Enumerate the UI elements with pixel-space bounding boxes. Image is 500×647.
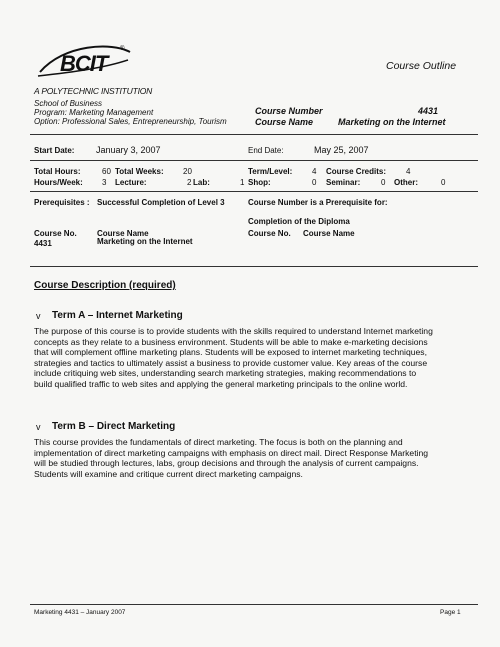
prerequisites-label: Prerequisites : <box>34 198 90 207</box>
left-course-name: Marketing on the Internet <box>97 237 193 246</box>
term-a-line: concepts as they relate to a business environment. Students will be able to make e-marketing decisions <box>34 336 428 347</box>
course-number-value: 4431 <box>418 106 439 116</box>
lab-value: 1 <box>240 178 245 187</box>
course-credits-value: 4 <box>406 167 411 176</box>
course-name-value: Marketing on the Internet <box>338 117 446 127</box>
lecture-label: Lecture: <box>115 178 147 187</box>
lab-label: Lab: <box>193 178 210 187</box>
left-course-name-label: Course Name <box>97 229 149 238</box>
left-course-no: 4431 <box>34 239 52 248</box>
divider <box>30 191 478 192</box>
program-line: Program: Marketing Management <box>34 108 154 117</box>
end-date-label: End Date: <box>248 146 284 155</box>
course-credits-label: Course Credits: <box>326 167 387 176</box>
registered-mark: ® <box>120 46 125 52</box>
term-a-line: The purpose of this course is to provide students with the skills required to understand Internet marketing <box>34 326 433 336</box>
other-label: Other: <box>394 178 418 187</box>
document-title: Course Outline <box>386 60 457 72</box>
term-b-line: Students will examine and critique current direct marketing campaigns. <box>34 468 303 479</box>
footer-page-number: Page 1 <box>440 609 461 616</box>
hours-week-label: Hours/Week: <box>34 178 83 187</box>
course-name-label: Course Name <box>255 117 314 127</box>
end-date-value: May 25, 2007 <box>314 145 369 155</box>
term-a-line: strategies and tactics to ultimately assist a business to provide customer value. Key areas of the course <box>34 357 428 368</box>
term-b-title: Term B – Direct Marketing <box>52 421 176 432</box>
term-a-bullet: v <box>36 311 41 321</box>
completion-note: Completion of the Diploma <box>248 217 350 226</box>
shop-label: Shop: <box>248 178 271 187</box>
divider <box>30 160 478 161</box>
term-b-paragraph <box>34 437 480 479</box>
hours-week-value: 3 <box>102 178 107 187</box>
institution-tagline: A POLYTECHNIC INSTITUTION <box>34 86 153 96</box>
footer-divider <box>30 604 478 605</box>
total-weeks-value: 20 <box>183 167 192 176</box>
term-level-value: 4 <box>312 167 317 176</box>
term-level-label: Term/Level: <box>248 167 293 176</box>
right-course-name-label: Course Name <box>303 229 355 238</box>
term-b-bullet: v <box>36 422 41 432</box>
total-weeks-label: Total Weeks: <box>115 167 164 176</box>
footer-left: Marketing 4431 – January 2007 <box>34 609 126 616</box>
left-course-no-label: Course No. <box>34 229 77 238</box>
term-b-line: implementation of direct marketing campaigns with emphasis on direct mail. Direct Response Marketing <box>34 447 429 458</box>
other-value: 0 <box>441 178 446 187</box>
prerequisite-for-label: Course Number is a Prerequisite for: <box>248 198 388 207</box>
seminar-label: Seminar: <box>326 178 361 187</box>
term-a-line: include critiquing web sites, understanding search marketing strategies, making recommendations to <box>34 368 417 379</box>
seminar-value: 0 <box>381 178 386 187</box>
prerequisites-value: Successful Completion of Level 3 <box>97 198 225 207</box>
term-b-line: This course provides the fundamentals of direct marketing. The focus is both on the planning and <box>34 437 403 447</box>
term-a-paragraph <box>34 326 480 390</box>
total-hours-label: Total Hours: <box>34 167 81 176</box>
term-b-line: will be studied through lectures, labs, group decisions and through the analysis of current campaigns. <box>34 458 419 469</box>
start-date-label: Start Date: <box>34 146 75 155</box>
divider <box>30 134 478 135</box>
term-a-line: build qualified traffic to web sites and applying the general marketing principals to the online world. <box>34 378 408 389</box>
option-line: Option: Professional Sales, Entrepreneurship, Tourism <box>34 117 227 126</box>
term-a-title: Term A – Internet Marketing <box>52 310 183 321</box>
total-hours-value: 60 <box>102 167 111 176</box>
term-a-line: that will complement offline marketing plans. Students will be exposed to internet marketing techniques, <box>34 347 427 358</box>
bcit-logo <box>34 42 134 82</box>
shop-value: 0 <box>312 178 317 187</box>
divider <box>30 266 478 267</box>
lecture-value: 2 <box>187 178 192 187</box>
start-date-value: January 3, 2007 <box>96 145 161 155</box>
school-name: School of Business <box>34 99 103 108</box>
right-course-no-label: Course No. <box>248 229 291 238</box>
course-number-label: Course Number <box>255 106 323 116</box>
course-description-heading: Course Description (required) <box>34 280 176 291</box>
logo-text: BCIT <box>60 51 108 76</box>
